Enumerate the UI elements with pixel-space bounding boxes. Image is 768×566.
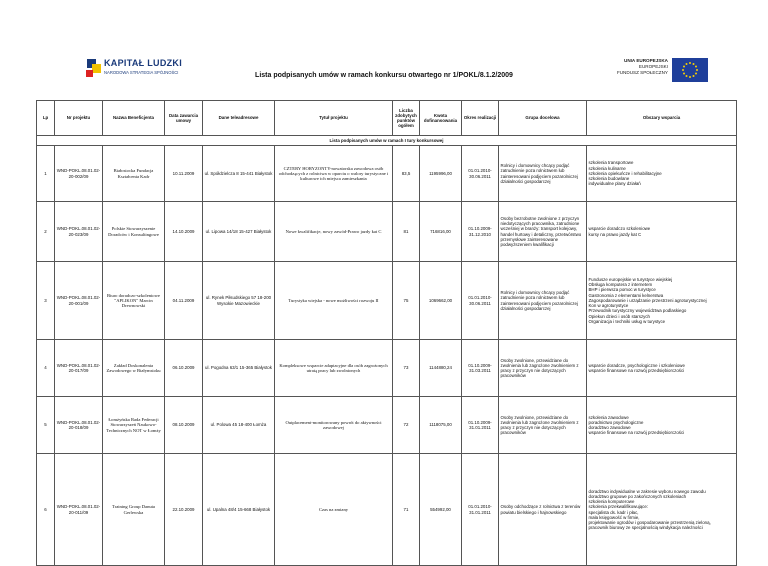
row-period: 01.01.2010-31.01.2011 bbox=[462, 454, 499, 566]
row-project-title: Kompleksowe wsparcie adaptacyjne dla osób zagrożonych utratą pracy lub zwolnionych bbox=[275, 340, 393, 397]
row-support-areas bbox=[587, 146, 737, 202]
table-header-row bbox=[37, 101, 737, 136]
support-area-item: szkolenia zawodowe bbox=[588, 414, 629, 420]
row-funding-amount: 1069662,00 bbox=[420, 262, 462, 340]
support-area-item: wsparcie doradcze, psychologiczne i szkoleniowe bbox=[588, 362, 685, 368]
row-project-title: Nowe kwalifikacje, nowy zawód-Prawo jazdy kat C bbox=[275, 202, 393, 262]
support-area-item: szkolenia przekwalifikowujące: bbox=[588, 504, 649, 510]
support-area-item: specjalista ds. kadr i płac, bbox=[588, 509, 639, 515]
support-area-item: BHP i pierwsza pomoc w turystyce bbox=[588, 287, 656, 293]
row-address: ul. Upalna 48/4 15-668 Białystok bbox=[203, 454, 275, 566]
row-address: ul. Polowa 45 18-400 Łomża bbox=[203, 397, 275, 454]
col-header-adres: Dane teleadresowe bbox=[203, 101, 275, 136]
eu-label-3: FUNDUSZ SPOŁECZNY bbox=[616, 70, 668, 75]
row-beneficiary: Training Group Danuta Gerlewska bbox=[103, 454, 165, 566]
row-period: 01.10.2009-31.03.2011 bbox=[462, 340, 499, 397]
row-project-title: Turystyka wiejska - nowe możliwości rozwoju II bbox=[275, 262, 393, 340]
eu-logo bbox=[616, 58, 730, 84]
table-row bbox=[37, 262, 737, 340]
row-contract-date: 10.11.2009 bbox=[165, 146, 203, 202]
row-points: 72 bbox=[393, 397, 420, 454]
section-label: Lista podpisanych umów w ramach I tury konkursowej bbox=[37, 136, 737, 146]
col-header-data: Data zawarcia umowy bbox=[165, 101, 203, 136]
row-support-areas bbox=[587, 202, 737, 262]
support-area-item: szkolenia opiekuńcze i rehabilitacyjne bbox=[588, 170, 662, 176]
support-area-item: Fundusze europejskie w turystyce wiejskiej bbox=[588, 277, 673, 283]
col-header-punkty: Liczba zdobytych punktów ogółem bbox=[393, 101, 420, 136]
support-area-item: Opiekun dzieci i osób starszych bbox=[588, 313, 650, 319]
support-area-item: Organizacja i techniki usług w turystyce bbox=[588, 318, 666, 324]
row-project-number: WND-POKL.08.01.02-20-011/09 bbox=[55, 454, 103, 566]
table-row bbox=[37, 202, 737, 262]
row-points: 71 bbox=[393, 454, 420, 566]
row-contract-date: 22.10.2009 bbox=[165, 454, 203, 566]
row-lp: 1 bbox=[37, 146, 55, 202]
support-area-item: szkolenia transportowe bbox=[588, 160, 634, 166]
row-project-number: WND-POKL.08.01.02-20-018/09 bbox=[55, 397, 103, 454]
row-project-number: WND-POKL.08.01.02-20-017/09 bbox=[55, 340, 103, 397]
row-support-areas bbox=[587, 340, 737, 397]
row-contract-date: 04.11.2009 bbox=[165, 262, 203, 340]
row-contract-date: 06.10.2009 bbox=[165, 340, 203, 397]
row-target-group: Osoby zwolnione, przewidziane do zwolnienia lub zagrożone zwolnieniem z pracy z przyczyn nie dotyczących pracowników bbox=[499, 340, 587, 397]
support-area-item: doradztwo zawodowe bbox=[588, 425, 631, 430]
row-funding-amount: 716816,00 bbox=[420, 202, 462, 262]
row-beneficiary: Polskie Stowarzyszenie Doradców i Konsultingowe bbox=[103, 202, 165, 262]
col-header-kwota: Kwota dofinansowania bbox=[420, 101, 462, 136]
support-area-item: kursy na prawo jazdy kat C bbox=[588, 231, 642, 237]
support-area-item: Obsługa komputera z internetem bbox=[588, 282, 653, 288]
row-address: ul. Rynek Piłsudskiego 57 18-200 Wysokie Mazowieckie bbox=[203, 262, 275, 340]
col-header-grupa: Grupa docelowa bbox=[499, 101, 587, 136]
row-beneficiary: Białostocka Fundacja Kształcenia Kadr bbox=[103, 146, 165, 202]
row-address: ul. Spółdzielcza 8 15-441 Białystok bbox=[203, 146, 275, 202]
support-area-item: doradztwo indywidualne w zakresie wyboru nowego zawodu bbox=[588, 488, 706, 494]
row-contract-date: 08.10.2009 bbox=[165, 397, 203, 454]
support-area-item: Kon w agroturystyce bbox=[588, 303, 629, 309]
support-area-item: szkolenia budowlane bbox=[588, 176, 630, 182]
row-support-areas bbox=[587, 454, 737, 566]
row-target-group: Osoby bezrobotne zwolnione z przyczyn niedotyczących pracownika, zatrudnione wcześniej w branży: transport kolejowy, handel hurtowy i detaliczny, przetwórstwo przemysłowe zainteresowane podwyższeniem kwalifikacji bbox=[499, 202, 587, 262]
col-header-lp: Lp bbox=[37, 101, 55, 136]
section-row bbox=[37, 136, 737, 146]
row-points: 75 bbox=[393, 262, 420, 340]
row-address: ul. Pogodna 63/1 15-365 Białystok bbox=[203, 340, 275, 397]
table-row bbox=[37, 146, 737, 202]
row-period: 01.10.2009-31.01.2011 bbox=[462, 397, 499, 454]
table-row bbox=[37, 397, 737, 454]
table-row bbox=[37, 454, 737, 566]
col-header-beneficjent: Nazwa Beneficjenta bbox=[103, 101, 165, 136]
support-area-item: Przewodnik turystyczny województwa podlaskiego bbox=[588, 308, 687, 314]
table-row bbox=[37, 340, 737, 397]
row-contract-date: 14.10.2009 bbox=[165, 202, 203, 262]
col-header-obszary: Obszary wsparcia bbox=[587, 101, 737, 136]
row-beneficiary: Łomżyńska Rada Federacji Stowarzyszeń Naukowo-Technicznych NOT w Łomży bbox=[103, 397, 165, 454]
row-project-number: WND-POKL.08.01.02-20-002/09 bbox=[55, 146, 103, 202]
row-support-areas bbox=[587, 397, 737, 454]
row-lp: 6 bbox=[37, 454, 55, 566]
row-lp: 4 bbox=[37, 340, 55, 397]
logo-title: KAPITAŁ LUDZKI bbox=[104, 58, 183, 68]
row-lp: 2 bbox=[37, 202, 55, 262]
col-header-nr: Nr projektu bbox=[55, 101, 103, 136]
row-points: 73 bbox=[393, 340, 420, 397]
contracts-table bbox=[36, 100, 737, 566]
support-area-item: wsparcie doradczo szkoleniowe bbox=[588, 226, 651, 232]
row-project-title: Czas na zmiany bbox=[275, 454, 393, 566]
row-funding-amount: 554992,00 bbox=[420, 454, 462, 566]
support-area-item: Gastronomia z elementami kelnerstwa bbox=[588, 292, 664, 298]
row-target-group: Rolnicy i domownicy chcący podjąć zatrudnienie poza rolnictwem lub zainteresowani podjęciem pozarolniczej działalności gospodarczej bbox=[499, 262, 587, 340]
row-points: 81 bbox=[393, 202, 420, 262]
support-area-item: szkolenia komputerowe bbox=[588, 499, 635, 505]
document-title: Lista podpisanych umów w ramach konkursu otwartego nr 1/POKL/8.1.2/2009 bbox=[255, 72, 513, 79]
row-target-group: Osoby zwolnione, przewidziane do zwolnienia lub zagrożone zwolnieniem z pracy z przyczyn nie dotyczących pracowników bbox=[499, 397, 587, 454]
eu-label-2: EUROPEJSKI bbox=[638, 64, 668, 69]
row-period: 01.10.2009-31.12.2010 bbox=[462, 202, 499, 262]
row-project-number: WND-POKL.08.01.02-20-001/09 bbox=[55, 262, 103, 340]
support-area-item: poradnictwo psychologiczne bbox=[588, 419, 644, 425]
row-period: 01.01.2010-30.06.2011 bbox=[462, 146, 499, 202]
row-funding-amount: 1118075,00 bbox=[420, 397, 462, 454]
row-target-group: Osoby odchodzące z rolnictwa z terenów powiatu bielskiego i hajnowskiego bbox=[499, 454, 587, 566]
support-area-item: wsparcie finansowe na rozwój przedsiębiorczości bbox=[588, 368, 685, 373]
row-support-areas bbox=[587, 262, 737, 340]
row-funding-amount: 1195996,00 bbox=[420, 146, 462, 202]
row-lp: 3 bbox=[37, 262, 55, 340]
eu-label-1: UNIA EUROPEJSKA bbox=[624, 58, 668, 63]
row-address: ul. Lipowa 14/18 15-427 Białystok bbox=[203, 202, 275, 262]
row-funding-amount: 1144880,24 bbox=[420, 340, 462, 397]
row-project-title: CZTERY HORYZONTY-nowatorska zawodowa osób odchodzących z rolnictwa w oparciu o walory turystyczne i kulturowe ich miejsca zamieszkania bbox=[275, 146, 393, 202]
row-period: 01.01.2010-30.06.2011 bbox=[462, 262, 499, 340]
support-area-item: szkolenia kulinarne bbox=[588, 165, 626, 171]
logo-subtitle: NARODOWA STRATEGIA SPÓJNOŚCI bbox=[104, 70, 179, 75]
col-header-tytul: Tytuł projektu bbox=[275, 101, 393, 136]
support-area-item: doradztwo grupowe po zakończonych szkoleniach bbox=[588, 493, 687, 499]
row-lp: 5 bbox=[37, 397, 55, 454]
col-header-okres: Okres realizacji bbox=[462, 101, 499, 136]
row-beneficiary: Zakład Doskonalenia Zawodowego w Białymstoku bbox=[103, 340, 165, 397]
row-project-title: Outplacement-monitorowany powrót do aktywności zawodowej bbox=[275, 397, 393, 454]
support-area-item: Zagospodarowanie i urządzanie przestrzeni agroturystycznej bbox=[588, 297, 707, 303]
row-beneficiary: Biuro doradczo-szkoleniowe "APLIKON" Marcin Drewnowski bbox=[103, 262, 165, 340]
row-points: 83,5 bbox=[393, 146, 420, 202]
row-project-number: WND-POKL.08.01.02-20-023/09 bbox=[55, 202, 103, 262]
support-area-item: projektowanie ogrodów i gospodarowanie przestrzenią zieloną, bbox=[588, 519, 711, 525]
support-area-item: indywidualne plany działań bbox=[588, 181, 641, 187]
row-target-group: Rolnicy i domownicy chcący podjąć zatrudnienie poza rolnictwem lub zainteresowani podjęciem pozarolniczej działalności gospodarczej bbox=[499, 146, 587, 202]
support-area-item: pracownik biurowy ze specjalnością windykacja należności bbox=[588, 525, 703, 531]
support-area-item: wsparcie finansowe na rozwój przedsiębiorczości bbox=[588, 430, 685, 436]
support-area-item: mała księgowość w firmie, bbox=[588, 514, 640, 520]
